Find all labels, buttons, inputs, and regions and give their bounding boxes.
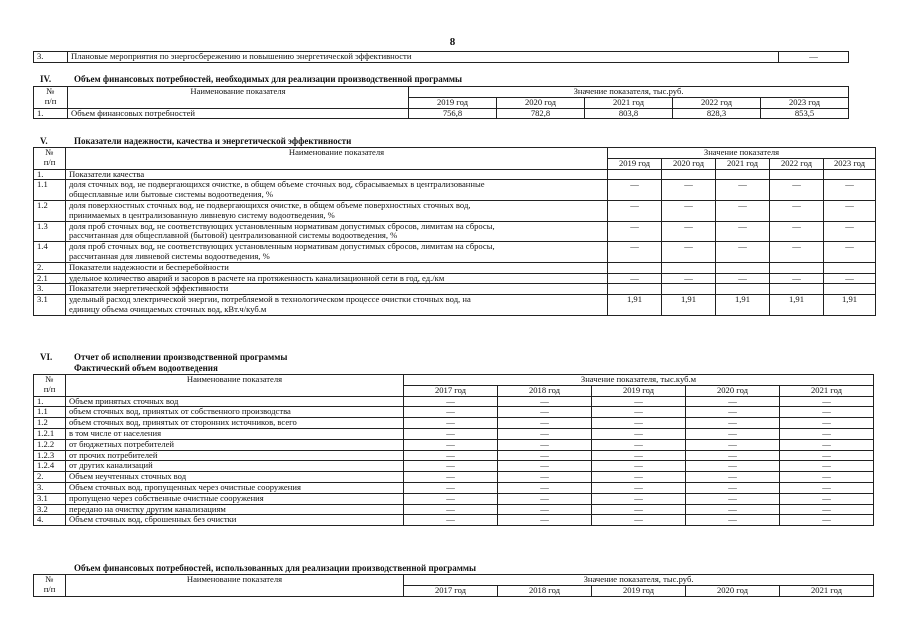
row-name-line: Показатели энергетической эффективности bbox=[69, 283, 229, 294]
year-header: 2019 год bbox=[409, 97, 497, 108]
table-row bbox=[34, 284, 876, 295]
row-value: — bbox=[404, 407, 498, 418]
actual-drainage-table bbox=[33, 374, 874, 526]
row-value: — bbox=[498, 407, 592, 418]
row-name bbox=[66, 284, 608, 295]
row-name: Объем неучтенных сточных вод bbox=[66, 472, 404, 483]
row-value: — bbox=[608, 200, 662, 221]
row-value: — bbox=[592, 418, 686, 429]
row-number: 1. bbox=[34, 396, 66, 407]
row-value: 756,8 bbox=[409, 108, 497, 119]
row-value: — bbox=[608, 273, 662, 284]
row-value: — bbox=[780, 461, 874, 472]
row-value: — bbox=[608, 180, 662, 201]
row-value bbox=[662, 262, 716, 273]
row-name: Плановые мероприятия по энергосбережению и повышению энергетической эффективности bbox=[68, 52, 779, 63]
row-number: 1.2.2 bbox=[34, 439, 66, 450]
row-name: Объем сточных вод, сброшенных без очистки bbox=[66, 515, 404, 526]
year-header: 2021 год bbox=[585, 97, 673, 108]
row-name-line: доля сточных вод, не подвергающихся очистке, в общем объеме сточных вод, сбрасываемых в централизованные bbox=[69, 179, 485, 190]
section-4-heading bbox=[40, 74, 462, 84]
year-header: 2022 год bbox=[770, 158, 824, 169]
row-value: — bbox=[592, 515, 686, 526]
table-row bbox=[34, 482, 874, 493]
row-value: — bbox=[404, 396, 498, 407]
row-value: — bbox=[686, 461, 780, 472]
row-name bbox=[66, 273, 608, 284]
row-value: 782,8 bbox=[497, 108, 585, 119]
section-7-heading: Объем финансовых потребностей, использованных для реализации производственной программы bbox=[74, 563, 477, 573]
row-name bbox=[66, 295, 608, 316]
row-value: — bbox=[824, 180, 876, 201]
row-value: — bbox=[592, 428, 686, 439]
section-6-subtitle: Фактический объем водоотведения bbox=[74, 363, 218, 373]
row-value: — bbox=[404, 439, 498, 450]
row-value: — bbox=[716, 273, 770, 284]
table-row bbox=[34, 180, 876, 201]
row-value: — bbox=[716, 200, 770, 221]
row-number: 1.2.4 bbox=[34, 461, 66, 472]
table-row bbox=[34, 472, 874, 483]
row-value bbox=[662, 284, 716, 295]
section-number: VI. bbox=[40, 352, 53, 362]
table-row bbox=[34, 515, 874, 526]
col-value-header: Значение показателя, тыс.куб.м bbox=[404, 375, 874, 386]
row-value: — bbox=[498, 515, 592, 526]
row-number: 1.1 bbox=[34, 407, 66, 418]
row-name-line: единицу объема очищаемых сточных вод, кВт.ч/куб.м bbox=[69, 303, 267, 314]
year-header: 2019 год bbox=[608, 158, 662, 169]
row-name: от других канализаций bbox=[66, 461, 404, 472]
row-value: — bbox=[780, 482, 874, 493]
row-name-line: рассчитанная для общесплавной (бытовой) централизованной системы водоотведения, % bbox=[69, 230, 398, 241]
section-6-heading bbox=[40, 352, 287, 362]
table-row bbox=[34, 396, 874, 407]
col-value-header: Значение показателя, тыс.руб. bbox=[409, 87, 849, 98]
row-number: 3.1 bbox=[34, 493, 66, 504]
year-header: 2021 год bbox=[780, 385, 874, 396]
row-value: — bbox=[770, 180, 824, 201]
row-value: — bbox=[662, 180, 716, 201]
row-value: — bbox=[498, 461, 592, 472]
row-value: — bbox=[686, 450, 780, 461]
row-number: 1.2 bbox=[34, 418, 66, 429]
row-value: — bbox=[608, 242, 662, 263]
row-value: — bbox=[404, 418, 498, 429]
row-number: 3.1 bbox=[34, 295, 66, 316]
row-value: 1,91 bbox=[662, 295, 716, 316]
row-number: 1.2.3 bbox=[34, 450, 66, 461]
row-value: — bbox=[824, 221, 876, 242]
row-name: Объем финансовых потребностей bbox=[68, 108, 409, 119]
row-name-line: доля проб сточных вод, не соответствующих установленным нормативам допустимых сбросов, лимитам на сбросы, bbox=[69, 241, 495, 252]
table-row bbox=[34, 493, 874, 504]
row-value: — bbox=[780, 439, 874, 450]
row-name: от бюджетных потребителей bbox=[66, 439, 404, 450]
financial-needs-table bbox=[33, 86, 849, 119]
row-value: — bbox=[780, 418, 874, 429]
row-value: — bbox=[716, 180, 770, 201]
row-name-line: Показатели надежности и бесперебойности bbox=[69, 262, 229, 272]
row-value: — bbox=[662, 221, 716, 242]
year-header: 2020 год bbox=[686, 585, 780, 596]
table-row bbox=[34, 108, 849, 119]
row-value: — bbox=[780, 407, 874, 418]
table-row bbox=[34, 273, 876, 284]
row-value: — bbox=[498, 396, 592, 407]
row-value bbox=[716, 262, 770, 273]
row-value: — bbox=[592, 450, 686, 461]
col-name-header: Наименование показателя bbox=[66, 375, 404, 397]
row-name bbox=[66, 242, 608, 263]
row-value: — bbox=[404, 493, 498, 504]
table-row bbox=[34, 200, 876, 221]
header-row bbox=[34, 375, 874, 386]
row-value: — bbox=[592, 504, 686, 515]
header-row bbox=[34, 87, 849, 98]
row-value: — bbox=[686, 418, 780, 429]
row-value: — bbox=[592, 493, 686, 504]
col-number-header: № п/п bbox=[34, 575, 66, 597]
year-header: 2020 год bbox=[662, 158, 716, 169]
row-name-line: доля поверхностных сточных вод, не подвергающихся очистке, в общем объеме поверхностных сточных вод, bbox=[69, 200, 471, 210]
header-row bbox=[34, 148, 876, 159]
row-value: — bbox=[686, 428, 780, 439]
row-value: — bbox=[824, 242, 876, 263]
row-value: — bbox=[498, 428, 592, 439]
year-header: 2022 год bbox=[673, 97, 761, 108]
row-value: 1,91 bbox=[824, 295, 876, 316]
row-value: — bbox=[404, 482, 498, 493]
col-value-header: Значение показателя, тыс.руб. bbox=[404, 575, 874, 586]
row-value: — bbox=[592, 461, 686, 472]
row-value bbox=[608, 169, 662, 180]
row-value: — bbox=[404, 515, 498, 526]
table-row bbox=[34, 221, 876, 242]
col-number-header: № п/п bbox=[34, 375, 66, 397]
year-header: 2020 год bbox=[686, 385, 780, 396]
row-value: — bbox=[686, 482, 780, 493]
row-number: 1.1 bbox=[34, 180, 66, 201]
row-value: — bbox=[498, 439, 592, 450]
year-header: 2021 год bbox=[716, 158, 770, 169]
row-value: — bbox=[404, 472, 498, 483]
row-number: 1. bbox=[34, 169, 66, 180]
row-value: — bbox=[686, 504, 780, 515]
row-value: — bbox=[716, 221, 770, 242]
row-name bbox=[66, 262, 608, 273]
col-number-header: № п/п bbox=[34, 148, 66, 170]
row-value: — bbox=[824, 200, 876, 221]
row-value: — bbox=[592, 407, 686, 418]
row-value bbox=[824, 284, 876, 295]
page-number: 8 bbox=[449, 36, 456, 48]
row-name bbox=[66, 180, 608, 201]
row-value: — bbox=[608, 221, 662, 242]
row-value: — bbox=[404, 504, 498, 515]
row-number: 4. bbox=[34, 515, 66, 526]
row-name: от прочих потребителей bbox=[66, 450, 404, 461]
row-number: 1.3 bbox=[34, 221, 66, 242]
row-value: — bbox=[592, 439, 686, 450]
section-5-heading bbox=[40, 136, 351, 146]
row-value: — bbox=[716, 242, 770, 263]
row-value: — bbox=[686, 515, 780, 526]
year-header: 2018 год bbox=[498, 585, 592, 596]
row-value: — bbox=[780, 472, 874, 483]
row-value: — bbox=[498, 493, 592, 504]
section-number: V. bbox=[40, 136, 48, 146]
row-value: — bbox=[770, 242, 824, 263]
row-value: — bbox=[780, 504, 874, 515]
row-name: объем сточных вод, принятых от сторонних источников, всего bbox=[66, 418, 404, 429]
year-header: 2018 год bbox=[498, 385, 592, 396]
row-value: — bbox=[686, 439, 780, 450]
row-number: 1.2.1 bbox=[34, 428, 66, 439]
row-name-line: доля проб сточных вод, не соответствующих установленным нормативам допустимых сбросов, лимитам на сбросы, bbox=[69, 221, 495, 231]
row-value bbox=[824, 262, 876, 273]
table-row bbox=[34, 461, 874, 472]
row-value: — bbox=[780, 515, 874, 526]
row-value bbox=[770, 169, 824, 180]
row-value: — bbox=[498, 472, 592, 483]
row-value: 1,91 bbox=[608, 295, 662, 316]
row-number: 1. bbox=[34, 108, 68, 119]
row-value: — bbox=[498, 504, 592, 515]
col-number-header: № п/п bbox=[34, 87, 68, 109]
year-header: 2020 год bbox=[497, 97, 585, 108]
row-value: — bbox=[686, 407, 780, 418]
row-number: 1.4 bbox=[34, 242, 66, 263]
section-title: Показатели надежности, качества и энергетической эффективности bbox=[74, 136, 352, 146]
row-value bbox=[770, 284, 824, 295]
row-name: объем сточных вод, принятых от собственного производства bbox=[66, 407, 404, 418]
section-number: IV. bbox=[40, 74, 52, 84]
table-row bbox=[34, 262, 876, 273]
col-name-header: Наименование показателя bbox=[68, 87, 409, 109]
table-row bbox=[34, 295, 876, 316]
year-header: 2017 год bbox=[404, 385, 498, 396]
row-value: — bbox=[404, 461, 498, 472]
row-value bbox=[770, 262, 824, 273]
row-value: 828,3 bbox=[673, 108, 761, 119]
row-number: 3.2 bbox=[34, 504, 66, 515]
row-name: Объем принятых сточных вод bbox=[66, 396, 404, 407]
row-value: — bbox=[662, 242, 716, 263]
table-row bbox=[34, 439, 874, 450]
row-value: — bbox=[770, 200, 824, 221]
row-number: 3. bbox=[34, 482, 66, 493]
row-number: 2. bbox=[34, 472, 66, 483]
row-value bbox=[716, 169, 770, 180]
year-header: 2021 год bbox=[780, 585, 874, 596]
row-value: — bbox=[404, 428, 498, 439]
row-number: 3. bbox=[34, 52, 68, 63]
row-number: 2.1 bbox=[34, 273, 66, 284]
row-name-line: общесплавные или бытовые системы водоотведения, % bbox=[69, 189, 274, 200]
row-number: 3. bbox=[34, 284, 66, 295]
row-value: 803,8 bbox=[585, 108, 673, 119]
row-value: — bbox=[824, 273, 876, 284]
row-value: — bbox=[592, 396, 686, 407]
row-name bbox=[66, 221, 608, 242]
row-value bbox=[608, 284, 662, 295]
row-value: — bbox=[779, 52, 849, 63]
section-title: Объем финансовых потребностей, необходимых для реализации производственной программы bbox=[74, 74, 463, 84]
row-value: — bbox=[662, 273, 716, 284]
row-value: — bbox=[404, 450, 498, 461]
row-value: — bbox=[498, 418, 592, 429]
row-value: — bbox=[686, 493, 780, 504]
row-value: — bbox=[780, 396, 874, 407]
row-name-line: рассчитанная для ливневой системы водоотведения, % bbox=[69, 250, 270, 261]
row-name bbox=[66, 200, 608, 221]
col-name-header: Наименование показателя bbox=[66, 575, 404, 597]
year-header: 2023 год bbox=[824, 158, 876, 169]
row-value: 1,91 bbox=[716, 295, 770, 316]
row-name: передано на очистку другим канализациям bbox=[66, 504, 404, 515]
year-header: 2019 год bbox=[592, 385, 686, 396]
row-name: пропущено через собственные очистные сооружения bbox=[66, 493, 404, 504]
row-name-line: удельный расход электрической энергии, потребляемой в технологическом процессе очистки сточных вод, на bbox=[69, 294, 471, 305]
table-row bbox=[34, 242, 876, 263]
row-value: — bbox=[592, 472, 686, 483]
year-header: 2023 год bbox=[761, 97, 849, 108]
row-value bbox=[716, 284, 770, 295]
row-name: Объем сточных вод, пропущенных через очистные сооружения bbox=[66, 482, 404, 493]
row-number: 1.2 bbox=[34, 200, 66, 221]
row-name-line: Показатели качества bbox=[69, 169, 145, 179]
row-value: 853,5 bbox=[761, 108, 849, 119]
row-value: — bbox=[592, 482, 686, 493]
header-row bbox=[34, 575, 874, 586]
reliability-indicators-table bbox=[33, 147, 876, 316]
row-name bbox=[66, 169, 608, 180]
row-value bbox=[824, 169, 876, 180]
row-name-line: удельное количество аварий и засоров в расчете на протяженность канализационной сети в год, ед./км bbox=[69, 273, 445, 283]
year-header: 2019 год bbox=[592, 585, 686, 596]
table-row bbox=[34, 52, 849, 63]
table-row bbox=[34, 428, 874, 439]
row-value: — bbox=[498, 450, 592, 461]
table-row bbox=[34, 407, 874, 418]
row-value bbox=[662, 169, 716, 180]
row-name-line: принимаемых в централизованную ливневую систему водоотведения, % bbox=[69, 209, 335, 220]
energy-saving-table bbox=[33, 51, 849, 63]
row-value: — bbox=[780, 493, 874, 504]
row-value: — bbox=[686, 396, 780, 407]
col-value-header: Значение показателя bbox=[608, 148, 876, 159]
row-value: — bbox=[686, 472, 780, 483]
table-row bbox=[34, 504, 874, 515]
financial-used-table bbox=[33, 574, 874, 597]
col-name-header: Наименование показателя bbox=[66, 148, 608, 170]
row-value: — bbox=[770, 221, 824, 242]
row-value bbox=[608, 262, 662, 273]
row-value: — bbox=[780, 450, 874, 461]
section-title: Отчет об исполнении производственной программы bbox=[74, 352, 288, 362]
row-value: — bbox=[498, 482, 592, 493]
table-row bbox=[34, 418, 874, 429]
row-name: в том числе от населения bbox=[66, 428, 404, 439]
table-row bbox=[34, 450, 874, 461]
row-value: — bbox=[780, 428, 874, 439]
row-value: — bbox=[770, 273, 824, 284]
table-row bbox=[34, 169, 876, 180]
row-value: 1,91 bbox=[770, 295, 824, 316]
row-number: 2. bbox=[34, 262, 66, 273]
year-header: 2017 год bbox=[404, 585, 498, 596]
row-value: — bbox=[662, 200, 716, 221]
